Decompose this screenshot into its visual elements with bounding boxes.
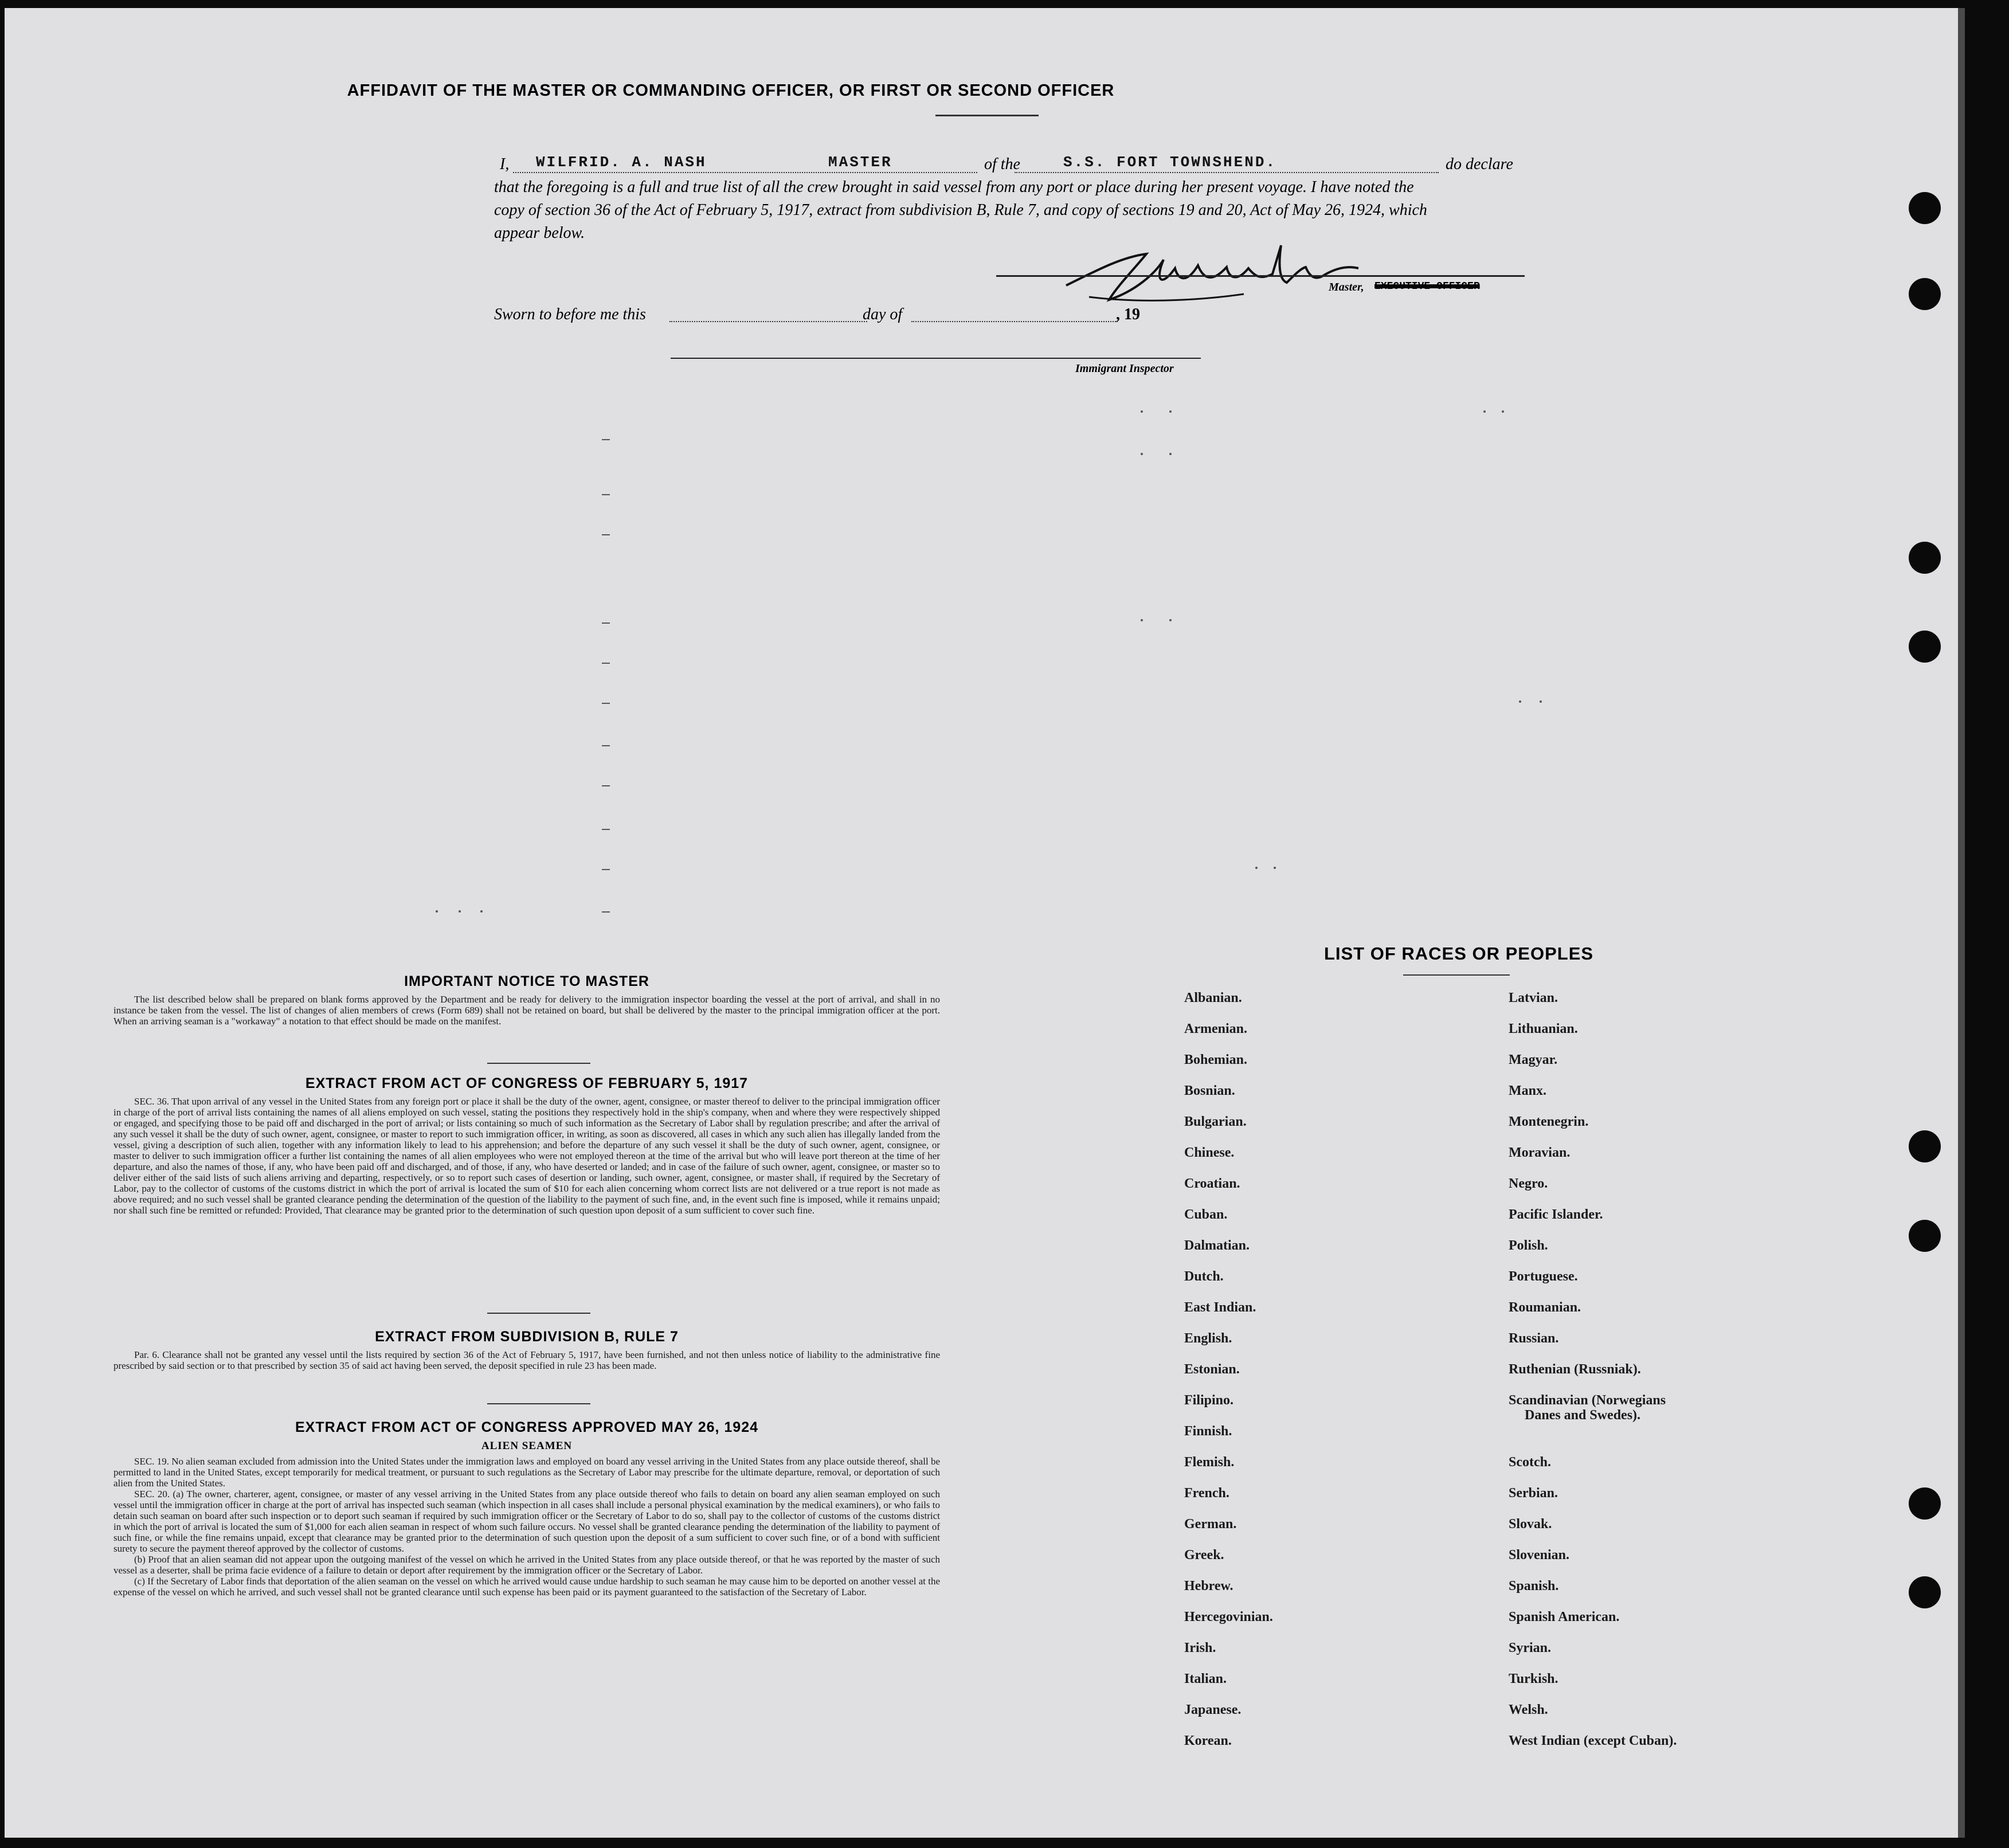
year-label: , 19 <box>1116 306 1140 323</box>
sec20b-paragraph: (b) Proof that an alien seaman did not appear upon the outgoing manifest of the vessel on which he arrived in the United States from any place outside thereof, or that he was reported by the master of such vessel as a deserter, shall be prima facie evidence of a failure to detain or deport after requirement by the immigration officer or the Secretary of Labor. <box>113 1554 940 1576</box>
sec20a-paragraph: SEC. 20. (a) The owner, charterer, agent, consignee, or master of any vessel arriving in the United States from any place outside thereof who fails to detain on board any alien seaman employed on such vessel until the immigration officer in charge at the port of arrival has inspected such seaman (which inspection in all cases shall include a personal physical examination by the medical examiners), or who fails to detain such seaman on board after such inspection or to deport such seaman if required by such immigration officer or the Secretary of Labor to do so, shall pay to the collector of customs of the customs district in which the port of arrival is located the sum of $1,000 for each alien seaman in respect of whom such failure occurs. No vessel shall be granted clearance pending the determination of the liability to payment of such fine, or while the fine remains unpaid, except that clearance may be granted prior to the determination of such question upon the deposit of a sum sufficient to cover such fine, or of a bond with sufficient surety to secure the payment thereof approved by the collector of customs. <box>113 1489 940 1554</box>
binder-hole <box>1909 1576 1941 1608</box>
extract-1924-text <box>113 1456 940 1598</box>
day-of-label: day of <box>863 306 903 323</box>
section-rule <box>487 1063 590 1064</box>
ruling-mark <box>602 869 610 870</box>
race-item: Korean. <box>1184 1733 1232 1748</box>
race-item: Turkish. <box>1509 1671 1558 1686</box>
do-declare-label: do declare <box>1446 155 1513 173</box>
race-item: Hebrew. <box>1184 1579 1233 1593</box>
rule7-heading: EXTRACT FROM SUBDIVISION B, RULE 7 <box>375 1329 679 1345</box>
race-item: Slovak. <box>1509 1517 1552 1532</box>
race-item: English. <box>1184 1331 1232 1346</box>
rank-value: MASTER <box>828 154 892 171</box>
race-item: Moravian. <box>1509 1145 1571 1160</box>
race-item: Spanish American. <box>1509 1610 1620 1624</box>
binder-hole <box>1909 278 1941 310</box>
race-item: Serbian. <box>1509 1486 1558 1501</box>
ruling-dot <box>1255 867 1258 869</box>
race-item: Albanian. <box>1184 990 1242 1005</box>
page-edge <box>1958 8 1965 1838</box>
binder-hole <box>1909 1130 1941 1162</box>
race-item: Pacific Islander. <box>1509 1207 1603 1222</box>
race-item: Greek. <box>1184 1548 1224 1563</box>
ruling-mark <box>602 911 610 913</box>
affidavit-line-4: appear below. <box>494 224 585 242</box>
race-item: Bulgarian. <box>1184 1114 1247 1129</box>
ruling-dot <box>1519 700 1521 703</box>
ruling-dot <box>1141 619 1143 621</box>
race-item: Finnish. <box>1184 1424 1232 1439</box>
title-rule <box>935 115 1039 116</box>
ruling-dot <box>1169 453 1172 455</box>
race-item: Polish. <box>1509 1238 1548 1253</box>
binder-hole <box>1909 192 1941 224</box>
rule7-paragraph: Par. 6. Clearance shall not be granted any vessel until the lists required by section 36 of the Act of February 5, 1917, have been furnished, and not then unless notice of liability to the administrative fine prescribed by said section or to that prescribed by section 35 of said act having been served, the deposit specified in rule 23 has been made. <box>113 1349 940 1371</box>
race-item: Armenian. <box>1184 1021 1247 1036</box>
ruling-dot <box>1483 410 1486 413</box>
ruling-dot <box>1540 700 1542 703</box>
race-item: Croatian. <box>1184 1176 1240 1191</box>
sec19-paragraph: SEC. 19. No alien seaman excluded from admission into the United States under the immigration laws and employed on board any vessel arriving in the United States from any place outside thereof, shall be permitted to land in the United States, except temporarily for medical treatment, or pursuant to such regulations as the Secretary of Labor may prescribe for the ultimate departure, removal, or deportation of such alien from the United States. <box>113 1456 940 1489</box>
section-rule <box>487 1313 590 1314</box>
race-item: West Indian (except Cuban). <box>1509 1733 1677 1748</box>
race-item: Chinese. <box>1184 1145 1235 1160</box>
section-rule <box>487 1403 590 1404</box>
binder-hole <box>1909 1220 1941 1252</box>
ruling-mark <box>602 785 610 786</box>
race-item: Russian. <box>1509 1331 1559 1346</box>
sec36-paragraph: SEC. 36. That upon arrival of any vessel in the United States from any foreign port or place it shall be the duty of the owner, agent, consignee, or master thereof to deliver to the principal immigration officer in charge of the port of arrival lists containing the names of all aliens employed on such vessel, stating the positions they respectively hold in the ship's company, when and where they were respectively shipped or engaged, and specifying those to be paid off and discharged in the port of arrival; or lists containing so much of such information as the Secretary of Labor shall by regulation prescribe; and after the arrival of any such vessel it shall be the duty of such owner, agent, consignee, or master to report to such immigration officer, in writing, as soon as discovered, all cases in which any such alien has illegally landed from the vessel, giving a description of such alien, together with any information likely to lead to his apprehension; and before the departure of any such vessel it shall be the duty of such owner, agent, consignee, or master to deliver to such immigration officer a further list containing the names of all alien employees who were not employed thereon at the time of the arrival but who will leave port thereon at the time of her departure, and also the names of those, if any, who have been paid off and discharged, and of those, if any, who have deserted or landed; and in case of the failure of such owner, agent, consignee, or master so to deliver either of the said lists of such aliens arriving and departing, respectively, or so to report such cases of desertion or landing, such owner, agent, consignee, or master shall, if required by the Secretary of Labor, pay to the collector of customs of the customs district in which the port of arrival is located the sum of $10 for each alien concerning whom correct lists are not delivered or a true report is not made as above required; and no such vessel shall be granted clearance pending the determination of the question of the liability to the payment of such fine, and, in the event such fine is imposed, while it remains unpaid; nor shall such fine be remitted or refunded: Provided, That clearance may be granted prior to the determination of such question upon deposit of a sum sufficient to cover such fine. <box>113 1096 940 1216</box>
binder-hole <box>1909 631 1941 663</box>
master-signature <box>1055 234 1364 314</box>
race-item: Lithuanian. <box>1509 1021 1578 1036</box>
sworn-month-fill <box>911 321 1118 322</box>
struck-title: EXECUTIVE OFFICER <box>1374 281 1480 292</box>
ruling-mark <box>602 622 610 624</box>
vessel-fill-line <box>1015 172 1439 173</box>
sworn-day-fill <box>669 321 867 322</box>
ruling-dot <box>1274 867 1276 869</box>
inspector-label: Immigrant Inspector <box>1075 362 1174 375</box>
name-fill-line <box>513 172 977 173</box>
rule7-text <box>113 1349 940 1371</box>
race-item: Danes and Swedes). <box>1525 1408 1641 1423</box>
race-item: Italian. <box>1184 1671 1227 1686</box>
race-item: Japanese. <box>1184 1702 1242 1717</box>
race-item: Slovenian. <box>1509 1548 1570 1563</box>
race-item: Spanish. <box>1509 1579 1559 1593</box>
master-name-value: WILFRID. A. NASH <box>536 154 707 171</box>
notice-paragraph: The list described below shall be prepared on blank forms approved by the Department and be ready for delivery to the immigration inspector boarding the vessel at the port of arrival, and shall in no instance be taken from the vessel. The list of changes of alien members of crews (Form 689) shall not be retained on board, but shall be delivered by the master to the principal immigration officer at the port. When an arriving seaman is a "workaway" a notation to that effect should be made on the manifest. <box>113 994 940 1027</box>
ruling-mark <box>602 534 610 535</box>
notice-text <box>113 994 940 1027</box>
extract-1917-heading: EXTRACT FROM ACT OF CONGRESS OF FEBRUARY 5, 1917 <box>305 1075 749 1091</box>
i-label: I, <box>500 155 510 173</box>
ruling-dot <box>1141 410 1143 413</box>
race-item: Syrian. <box>1509 1641 1552 1655</box>
affidavit-line-3: copy of section 36 of the Act of February 5, 1917, extract from subdivision B, Rule 7, and copy of sections 19 and 20, Act of May 26, 1924, which <box>494 201 1427 219</box>
race-item: Estonian. <box>1184 1362 1240 1377</box>
ruling-dot <box>1141 453 1143 455</box>
ruling-mark <box>602 703 610 704</box>
of-the-label: of the <box>984 155 1020 173</box>
races-heading: LIST OF RACES OR PEOPLES <box>1323 943 1594 964</box>
ruling-dot <box>1169 410 1172 413</box>
race-item: Roumanian. <box>1509 1300 1581 1315</box>
races-rule <box>1403 974 1510 976</box>
race-item: Hercegovinian. <box>1184 1610 1273 1624</box>
race-item: Manx. <box>1509 1083 1546 1098</box>
race-item: Montenegrin. <box>1509 1114 1589 1129</box>
race-item: French. <box>1184 1486 1229 1501</box>
race-item: Magyar. <box>1509 1052 1558 1067</box>
race-item: Flemish. <box>1184 1455 1235 1470</box>
affidavit-line-2: that the foregoing is a full and true list of all the crew brought in said vessel from any port or place during her present voyage. I have noted the <box>494 178 1414 196</box>
ruling-dot <box>459 910 461 913</box>
master-label: Master, <box>1329 281 1364 293</box>
race-item: German. <box>1184 1517 1237 1532</box>
race-item: Dalmatian. <box>1184 1238 1250 1253</box>
ruling-mark <box>602 745 610 746</box>
notice-heading: IMPORTANT NOTICE TO MASTER <box>404 973 649 989</box>
race-item: Cuban. <box>1184 1207 1228 1222</box>
ruling-dot <box>480 910 483 913</box>
sec20c-paragraph: (c) If the Secretary of Labor finds that deportation of the alien seaman on the vessel on which he arrived would cause undue hardship to such seaman he may cause him to be deported on another vessel at the expense of the vessel on which he arrived, and such vessel shall not be granted clearance until such expense has been paid or its payment guaranteed to the satisfaction of the Secretary of Labor. <box>113 1576 940 1598</box>
ruling-mark <box>602 439 610 440</box>
race-item: Irish. <box>1184 1641 1216 1655</box>
vessel-name-value: S.S. FORT TOWNSHEND. <box>1063 154 1277 171</box>
inspector-signature-line <box>671 358 1201 359</box>
ruling-dot <box>436 910 438 913</box>
ruling-mark <box>602 663 610 664</box>
race-item: Negro. <box>1509 1176 1548 1191</box>
ruling-mark <box>602 494 610 495</box>
binder-hole <box>1909 542 1941 574</box>
race-item: Welsh. <box>1509 1702 1548 1717</box>
affidavit-title: AFFIDAVIT OF THE MASTER OR COMMANDING OFFICER, OR FIRST OR SECOND OFFICER <box>347 81 1115 100</box>
race-item: Latvian. <box>1509 990 1558 1005</box>
race-item: Scandinavian (Norwegians <box>1509 1393 1666 1408</box>
race-item: Dutch. <box>1184 1269 1224 1284</box>
signature-line <box>996 275 1525 277</box>
race-item: Bosnian. <box>1184 1083 1235 1098</box>
binder-hole <box>1909 1487 1941 1520</box>
ruling-mark <box>602 829 610 830</box>
ruling-dot <box>1169 619 1172 621</box>
race-item: Ruthenian (Russniak). <box>1509 1362 1641 1377</box>
ruling-dot <box>1502 410 1504 413</box>
race-item: Portuguese. <box>1509 1269 1578 1284</box>
extract-1924-heading: EXTRACT FROM ACT OF CONGRESS APPROVED MAY 26, 1924 <box>295 1419 759 1435</box>
race-item: Bohemian. <box>1184 1052 1248 1067</box>
sworn-label: Sworn to before me this <box>494 306 646 323</box>
extract-1917-text <box>113 1096 940 1216</box>
alien-seamen-subheading: ALIEN SEAMEN <box>481 1440 573 1452</box>
race-item: East Indian. <box>1184 1300 1256 1315</box>
race-item: Scotch. <box>1509 1455 1551 1470</box>
race-item: Filipino. <box>1184 1393 1234 1408</box>
